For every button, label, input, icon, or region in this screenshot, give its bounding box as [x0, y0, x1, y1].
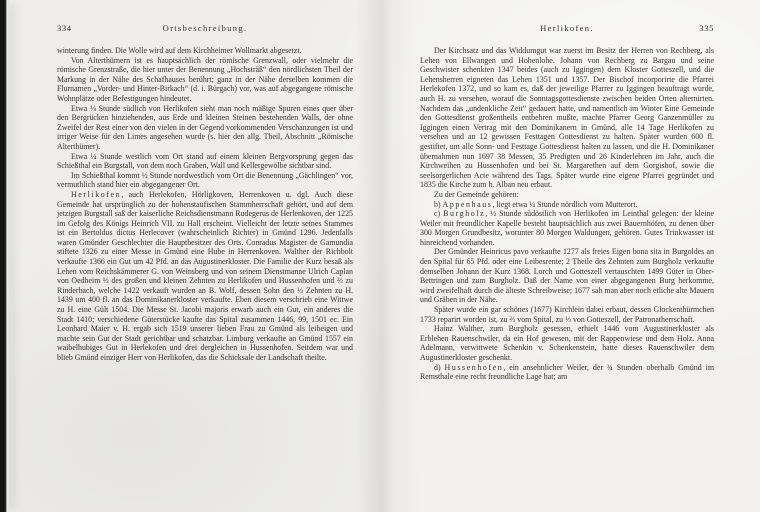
spaced-place-name: Hussenhofen: [444, 362, 504, 372]
paragraph: Der Gmünder Heinricus pavo verkaufte 1277 als freies Eigen bona sita in Burgoldes an den Spital für 65 Pfd. oder eine Leibesrente; 2 Theile des Zehnten zum Burgholz verkaufte demselben Johann der Kurz 1368. Lorch und Gotteszell vertauschten 1499 Güter in Ober-Bettringen und zum Burgholz. Daß der Name von einer abgegangenen Burg herkomme, wird zweifelhaft durch die älteste Schreibweise; 1677 sah man aber noch etliche alte Mauern und Gräben in der Nähe.: [420, 247, 714, 305]
right-page-number: 335: [699, 23, 714, 33]
paragraph: Später wurde ein gar schönes (1677) Kirchlein dabei erbaut, dessen Glockenthürmchen 1733 reparirt worden ist, zu ⅔ vom Spital, zu ⅓ von Gotteszell, der Patronatherrschaft.: [420, 305, 714, 324]
left-page-text: [57, 46, 353, 363]
paragraph: Von Alterthümern ist es hauptsächlich der römische Grenzwall, oder vielmehr die römische Grenzstraße, die hier unter der Benennung „Hochsträß“ den nördlichsten Theil der Markung in der Nähe des Schafhauses berührt; ganz in der Nähe derselben kommen die Flurnamen „Vorder- und Hinter-Birkach“ (d. i. Bürgach) vor, was auf abgegangene römische Wohnplätze oder Befestigungen hindeutet.: [57, 55, 353, 103]
left-page-number: 334: [57, 23, 72, 33]
scan-binding-edge-shadow: [0, 0, 9, 512]
paragraph: c) Burgholz, ½ Stunde südöstlich von Herlikofen im Leinthal gelegen: der kleine Weiler mit freundlicher Kapelle besteht hauptsächlich aus zwei Bauernhöfen, zu denen über 300 Morgen Grundbesitz, worunter 80 Morgen Waldungen, gehören. Gutes Trinkwasser ist hinreichend vorhanden.: [420, 209, 714, 247]
paragraph: Zu der Gemeinde gehören:: [434, 189, 519, 199]
paragraph: Im Schießthal kommt ½ Stunde nordwestlich vom Ort die Benennung „Gächlingen“ vor, vermuthlich stand hier ein abgegangener Ort.: [57, 170, 353, 190]
spaced-place-name: Burgholz: [443, 209, 486, 219]
left-page: [57, 22, 353, 363]
paragraph: winterung finden. Die Wolle wird auf dem Kirchheimer Wollmarkt abgesetzt.: [57, 46, 302, 55]
paragraph: Hainz Walther, zum Burgholz gesessen, erhielt 1446 vom Augustinerkloster als Erblehen Rauenschwiler, da ein Hof gewesen, mit der Rappenwiese und dem Holz. Anna Adelmann, verwittwete Schenkin v. Schenkenstein, hatte dieses Rauenschwiler dem Augustinerkloster geschenkt.: [420, 324, 714, 362]
right-page-header: [420, 22, 714, 34]
paragraph: Etwa ⅛ Stunde südlich von Herlikofen sieht man noch mäßige Spuren eines quer über den Bergrücken hinziehenden, aus Erde und kleinen Steinen bestehenden Walls, der ohne Zweifel der Rest einer von den vielen in der Gegend vorkommenden Verschanzungen ist und irriger Weise für den Limes angesehen wurde (s. hier den allg. Theil, Abschnitt „Römische Alterthümer).: [57, 103, 353, 151]
spaced-place-name: Herlikofen: [71, 189, 122, 199]
spaced-place-name: Appenhaus: [442, 199, 493, 209]
paragraph: Etwa ¼ Stunde westlich vom Ort stand auf einem kleinen Bergvorsprung gegen das Schießthal ein Burgstall, von dem noch Graben, Wall und Kellergewölbe sichtbar sind.: [57, 151, 353, 171]
paragraph: Herlikofen, auch Herlekofen, Hörligkoven, Herrenkoven u. dgl. Auch diese Gemeinde hat ursprünglich zu der hohenstaufischen Stammherrschaft gehört, und auf dem jetzigen Burgstall saß der kaiserliche Reichsdienstmann Rudegerus de Herlenkoven, der 1225 im Gefolg des Königs Heinrich VII. zu Hall erscheint. Vielleicht der letzte seines Stammes ist ein Bertoldus dictus Herlecover (wahrscheinlich Richter) in Gmünd 1296. Jedenfalls waren Gmünder Geschlechter die Hauptbesitzer des Orts. Conradus Magister de Gamundia stiftete 1326 zu einer Messe in Gmünd eine Hube in Herrenkoven. Walther der Richbolt verkaufte 1366 ein Gut um 42 Pfd. an das Augustinerkloster. Die Familie der Kurz besaß als Lehen vom Reichskämmerer G. von Weinsberg und von seinem Dienstmanne Ulrich Caplan von Oedheim ⅓ des großen und kleinen Zehnten zu Herlikofen und Hussenhofen und ⅔ zu Rinderbach, welche 1422 verkauft wurden an B. Wolf, dessen Sohn den ⅓ Zehnten zu H. 1439 um 400 fl. an das Dominikanerkloster verkaufte. Eben diesem verschrieb eine Wittwe zu H. eine Gült 1504. Die Messe St. Jacobi majoris erwarb auch ein Gut, ein anderes die Stadt 1410; verschiedene Güterstücke kaufte das Spital zusammen 1446, 99, 1501 ec. Ein Leonhard Maier v. H. ergab sich 1519 unserer lieben Frau zu Gmünd als leibeigen und machte sein Gut der Stadt gerichtbar und schatzbar. Limburg verkaufte an Gmünd 1557 ein waibelhubiges Gut in Herlekofen und drei dergleichen in Hussenhofen. Seitdem war und blieb Gmünd einziger Herr von Herlikofen, das die Schicksale der Landschaft theilte.: [57, 189, 353, 362]
right-running-header: Herlikofen.: [540, 23, 594, 33]
right-page: [420, 22, 714, 382]
left-running-header: Ortsbeschreibung.: [162, 23, 248, 33]
page-gutter-shadow: [356, 0, 416, 512]
paragraph: d) Hussenhofen, ein ansehnlicher Weiler, der ¾ Stunden oberhalb Gmünd im Remsthale eine recht freundliche Lage hat; am: [420, 362, 714, 382]
paragraph: Der Kirchsatz und das Widdumgut war zuerst im Besitz der Herren von Rechberg, als Lehen von Ellwangen und Hohenlohe. Johann von Rechberg zu Bargau und seine Geschwister schenkten 1347 beides (auch zu Iggingen) dem Kloster Gotteszell, und die Lehensherren eigneten das Lehen 1351 und 1357. Der Bischof incorporirte die Pfarrei Herlekofen 1372, und so kam es, daß der jeweilige Pfarrer zu Iggingen beauftragt wurde, auch H. zu versehen, worauf die Sonntagsgottesdienste zwischen beiden Orten alternirten. Nachdem das „undenkliche Zeit“ gedauert hatte, und namentlich im Winter Eine Gemeinde den Gottesdienst großentheils entbehren mußte, machte Pfarrer Georg Ganzenmüller zu Iggingen einen Vertrag mit den Dominikanern in Gmünd, alle 14 Tage Herlikofen zu versehen und an 12 gewissen Festtagen Gottesdienst zu halten. Später wurden 600 fl. gestiftet, um alle Sonn- und Festtage Gottesdienst halten zu lassen, und die H. Dominikaner übernahmen nun 1697 38 Messen, 35 Predigten und 26 Kinderlehren im Jahr, auch die Kirchweihen zu Hussenhofen und bei St. Margarethen auf dem Gorgishof, sowie die seelsorgerlichen Acte während des Tags. Später wurde eine eigene Pfarrei gegründet und 1835 die Kirche zum h. Alban neu erbaut.: [420, 46, 714, 190]
right-page-text: [420, 46, 714, 382]
paragraph: b) Appenhaus, liegt etwa ¼ Stunde nördlich vom Mutterort.: [434, 199, 638, 209]
left-page-header: [57, 22, 353, 34]
